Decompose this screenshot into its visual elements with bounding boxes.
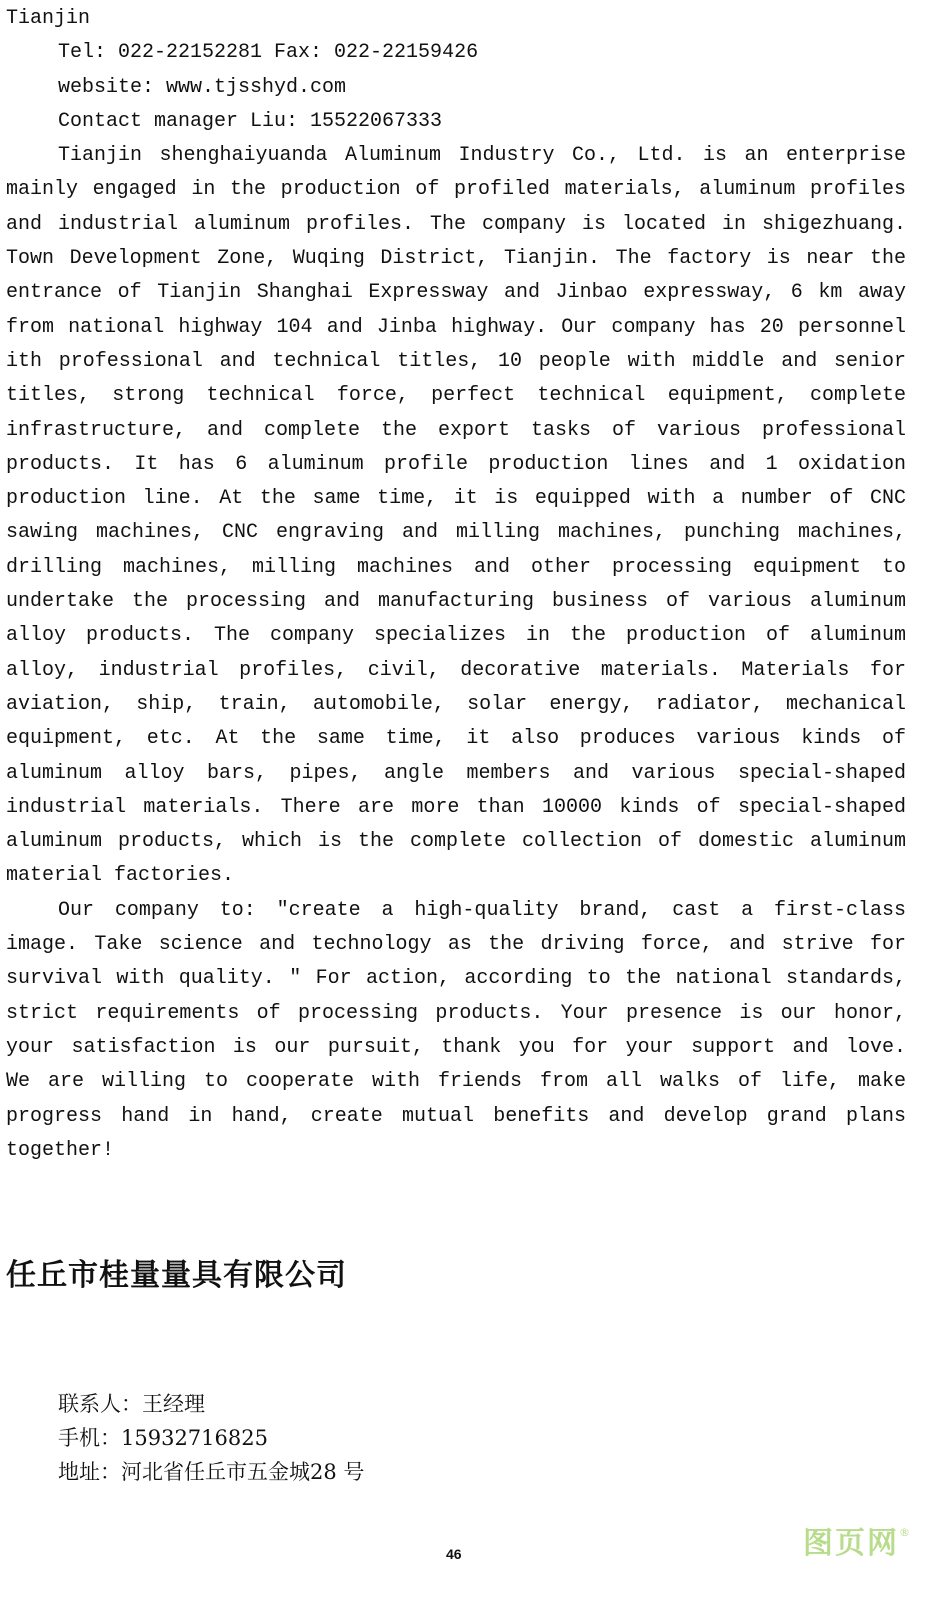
- text-line: industrial materials. There are more than 10000 kinds of special-shaped: [6, 795, 906, 819]
- text-line: alloy, industrial profiles, civil, decorative materials. Materials for: [6, 658, 906, 682]
- text-line: titles, strong technical force, perfect technical equipment, complete: [6, 384, 906, 408]
- company2-name: 任丘市桂量量具有限公司: [6, 1258, 347, 1293]
- text-line: survival with quality. " For action, according to the national standards,: [6, 967, 906, 991]
- text-line: aluminum alloy bars, pipes, angle members and various special-shaped: [6, 761, 906, 785]
- page-number: 46: [446, 1546, 462, 1562]
- text-line: from national highway 104 and Jinba highway. Our company has 20 personnel: [6, 315, 906, 339]
- header-line: website: www.tjsshyd.com: [58, 75, 347, 99]
- text-line: progress hand in hand, create mutual benefits and develop grand plans: [6, 1104, 906, 1128]
- company2-contact: 联系人：王经理: [58, 1392, 205, 1416]
- company-motto-paragraph: [6, 894, 906, 1168]
- watermark-text: 图页网: [803, 1526, 899, 1561]
- company-description-paragraph: [6, 139, 906, 894]
- company2-phone: 手机：15932716825: [58, 1426, 268, 1450]
- text-line: aviation, ship, train, automobile, solar energy, radiator, mechanical: [6, 692, 906, 716]
- text-line: production line. At the same time, it is equipped with a number of CNC: [6, 487, 906, 511]
- text-line: aluminum products, which is the complete collection of domestic aluminum: [6, 830, 906, 854]
- company2-address: 地址：河北省任丘市五金城28 号: [58, 1460, 365, 1484]
- text-line: equipment, etc. At the same time, it also produces various kinds of: [6, 727, 906, 751]
- text-line: drilling machines, milling machines and other processing equipment to: [6, 555, 906, 579]
- header-line: Tel: 022-22152281 Fax: 022-22159426: [58, 41, 479, 65]
- text-line: products. It has 6 aluminum profile production lines and 1 oxidation: [6, 452, 906, 476]
- text-line: sawing machines, CNC engraving and milling machines, punching machines,: [6, 521, 906, 545]
- text-line: We are willing to cooperate with friends from all walks of life, make: [6, 1070, 906, 1094]
- text-line: your satisfaction is our pursuit, thank you for your support and love.: [6, 1035, 906, 1059]
- text-line: Town Development Zone, Wuqing District, Tianjin. The factory is near the: [6, 247, 906, 271]
- text-line: alloy products. The company specializes in the production of aluminum: [6, 624, 906, 648]
- header-line: Contact manager Liu: 15522067333: [58, 109, 443, 133]
- text-line: together!: [6, 1138, 115, 1162]
- text-line: Our company to: "create a high-quality brand, cast a first-class: [58, 898, 906, 922]
- header-line: Tianjin: [6, 7, 91, 30]
- text-line: infrastructure, and complete the export tasks of various professional: [6, 418, 906, 442]
- watermark-logo: 图页网®: [803, 1526, 912, 1561]
- text-line: and industrial aluminum profiles. The company is located in shigezhuang.: [6, 212, 906, 236]
- text-line: Tianjin shenghaiyuanda Aluminum Industry Co., Ltd. is an enterprise: [58, 144, 906, 168]
- text-line: ith professional and technical titles, 10 people with middle and senior: [6, 349, 906, 373]
- text-line: strict requirements of processing products. Your presence is our honor,: [6, 1001, 906, 1025]
- text-line: undertake the processing and manufacturing business of various aluminum: [6, 590, 906, 614]
- text-line: image. Take science and technology as the driving force, and strive for: [6, 933, 906, 957]
- text-line: material factories.: [6, 864, 235, 888]
- english-section: [6, 2, 906, 1168]
- text-line: mainly engaged in the production of profiled materials, aluminum profiles: [6, 178, 906, 202]
- text-line: entrance of Tianjin Shanghai Expressway and Jinbao expressway, 6 km away: [6, 281, 906, 305]
